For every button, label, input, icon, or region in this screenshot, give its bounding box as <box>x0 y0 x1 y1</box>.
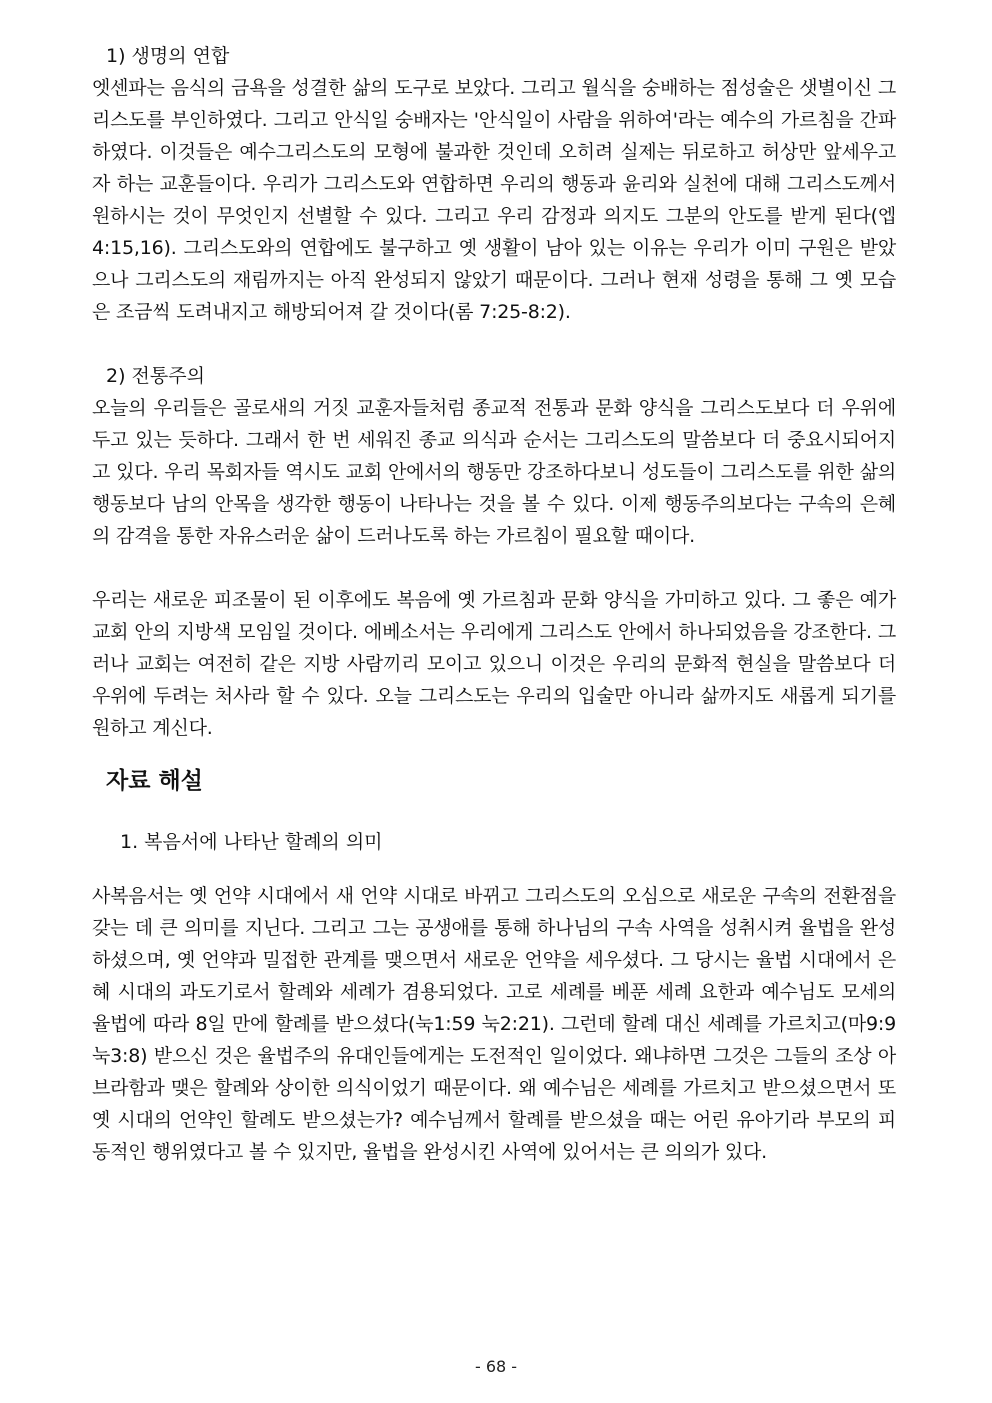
subheading-traditionalism: 2) 전통주의 <box>106 365 205 387</box>
spacer <box>92 552 896 584</box>
spacer <box>92 328 896 360</box>
paragraph-circumcision: 사복음서는 옛 언약 시대에서 새 언약 시대로 바뀌고 그리스도의 오심으로 새로운 구속의 전환점을 갖는 데 큰 의미를 지닌다. 그리고 그는 공생애를 통해 하나님의 구속 사역을 성취시켜 율법을 완성하셨으며, 옛 언약과 밀접한 관계를 맺으면서 새로운 언약을 세우셨다. 그 당시는 율법 시대에서 은혜 시대의 과도기로서 할례와 세례가 겸용되었다. 고로 세례를 베푼 세례 요한과 예수님도 모세의 율법에 따라 8일 만에 할례를 받으셨다(눅1:59 눅2:21). 그런데 할례 대신 세례를 가르치고(마9:9 눅3:8) 받으신 것은 율법주의 유대인들에게는 도전적인 일이었다. 왜냐하면 그것은 그들의 조상 아브라함과 맺은 할례와 상이한 의식이었기 때문이다. 왜 예수님은 세례를 가르치고 받으셨으면서 또 옛 시대의 언약인 할례도 받으셨는가? 예수님께서 할례를 받으셨을 때는 어린 유아기라 부모의 피동적인 행위였다고 볼 수 있지만, 율법을 완성시킨 사역에 있어서는 큰 의의가 있다. <box>92 885 896 1163</box>
heading-circumcision-meaning: 1. 복음서에 나타난 할례의 의미 <box>120 831 383 853</box>
paragraph-traditionalism-2: 우리는 새로운 피조물이 된 이후에도 복음에 옛 가르침과 문화 양식을 가미하고 있다. 그 좋은 예가 교회 안의 지방색 모임일 것이다. 에베소서는 우리에게 그리스도 안에서 하나되었음을 강조한다. 그러나 교회는 여전히 같은 지방 사람끼리 모이고 있으니 이것은 우리의 문화적 현실을 말씀보다 더 우위에 두려는 처사라 할 수 있다. 오늘 그리스도는 우리의 입술만 아니라 삶까지도 새롭게 되기를 원하고 계신다. <box>92 589 896 739</box>
subheading-union-of-life: 1) 생명의 연합 <box>106 45 230 67</box>
spacer <box>92 858 896 880</box>
paragraph-traditionalism-1: 오늘의 우리들은 골로새의 거짓 교훈자들처럼 종교적 전통과 문화 양식을 그리스도보다 더 우위에 두고 있는 듯하다. 그래서 한 번 세워진 종교 의식과 순서는 그리스도의 말씀보다 더 중요시되어지고 있다. 우리 목회자들 역시도 교회 안에서의 행동만 강조하다보니 성도들이 그리스도를 위한 삶의 행동보다 남의 안목을 생각한 행동이 나타나는 것을 볼 수 있다. 이제 행동주의보다는 구속의 은혜의 감격을 통한 자유스러운 삶이 드러나도록 하는 가르침이 필요할 때이다. <box>92 397 896 547</box>
paragraph-union-of-life: 엣센파는 음식의 금욕을 성결한 삶의 도구로 보았다. 그리고 월식을 숭배하는 점성술은 샛별이신 그리스도를 부인하였다. 그리고 안식일 숭배자는 '안식일이 사람을 위하여'라는 예수의 가르침을 간파하였다. 이것들은 예수그리스도의 모형에 불과한 것인데 오히려 실제는 뒤로하고 허상만 앞세우고자 하는 교훈들이다. 우리가 그리스도와 연합하면 우리의 행동과 윤리와 실천에 대해 그리스도께서 원하시는 것이 무엇인지 선별할 수 있다. 그리고 우리 감정과 의지도 그분의 안도를 받게 된다(엡 4:15,16). 그리스도와의 연합에도 불구하고 옛 생활이 남아 있는 이유는 우리가 이미 구원은 받았으나 그리스도의 재림까지는 아직 완성되지 않았기 때문이다. 그러나 현재 성령을 통해 그 옛 모습은 조금씩 도려내지고 해방되어져 갈 것이다(롬 7:25-8:2). <box>92 77 896 323</box>
section-title-commentary: 자료 해설 <box>106 768 203 794</box>
document-page <box>92 40 896 1168</box>
page-number: - 68 - <box>474 1357 518 1376</box>
